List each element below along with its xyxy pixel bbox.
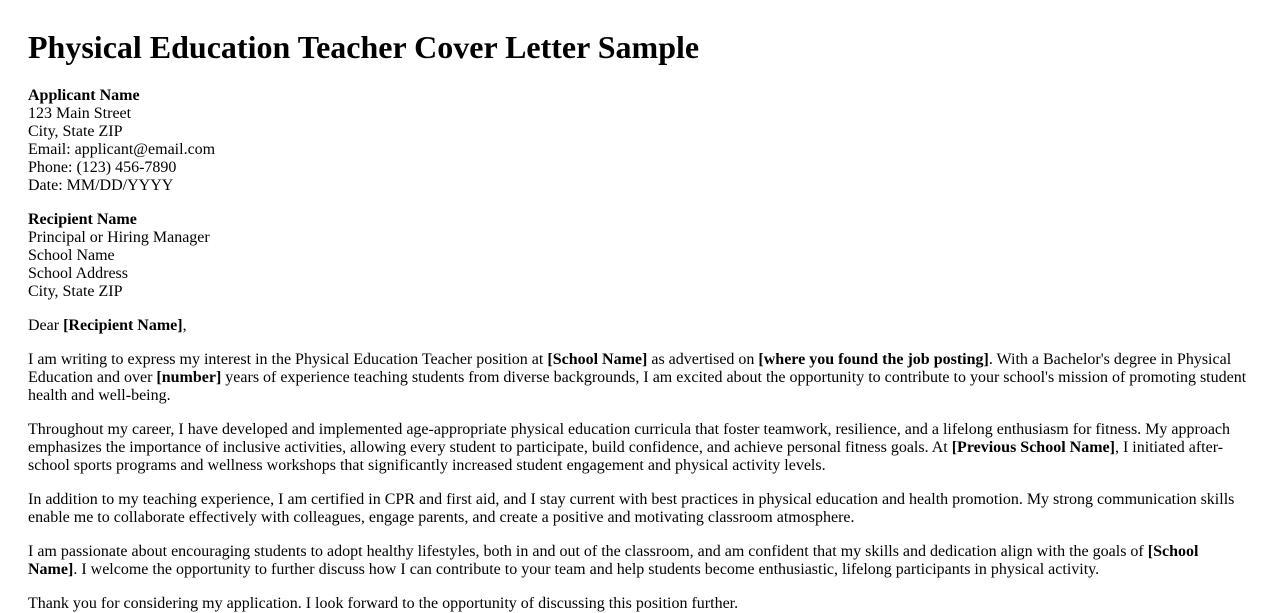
placeholder-text: [School Name] [547,351,648,368]
sender-email: Email: applicant@email.com [28,141,216,158]
body-paragraph [28,543,1250,579]
recipient-block [28,211,1250,301]
sender-date: Date: MM/DD/YYYY [28,177,174,194]
recipient-role: Principal or Hiring Manager [28,229,210,246]
greeting-recipient: [Recipient Name] [63,317,183,334]
greeting [28,317,1250,335]
sender-city: City, State ZIP [28,123,123,140]
paragraph-text: years of experience teaching students from diverse backgrounds, I am excited about the opportunity to contribute to your school's mission of promoting student health and well-being. [28,369,1247,404]
paragraph-text: , I initiated after-school sports programs and wellness workshops that significantly increased student engagement and physical activity levels. [28,439,1224,474]
body-paragraph [28,491,1250,527]
sender-phone: Phone: (123) 456-7890 [28,159,177,176]
body-paragraph [28,421,1250,475]
paragraph-text: In addition to my teaching experience, I am certified in CPR and first aid, and I stay current with best practices in physical education and health promotion. My strong communication skills enable me to collaborate effectively with colleagues, engage parents, and create a positive and motivating classroom atmosphere. [28,491,1235,526]
page-title: Physical Education Teacher Cover Letter Sample [28,29,700,65]
recipient-address: School Address [28,265,128,282]
paragraph-text: Thank you for considering my application. I look forward to the opportunity of discussing this position further. [28,595,739,612]
letter-body [28,351,1250,613]
sender-block [28,87,1250,195]
paragraph-text: as advertised on [647,351,759,368]
placeholder-text: [number] [156,369,222,386]
greeting-suffix: , [182,317,187,334]
body-paragraph [28,351,1250,405]
placeholder-text: [School Name] [28,543,1199,578]
recipient-school: School Name [28,247,115,264]
placeholder-text: [where you found the job posting] [758,351,989,368]
sender-street: 123 Main Street [28,105,132,122]
paragraph-text: I am writing to express my interest in the Physical Education Teacher position at [28,351,548,368]
paragraph-text: . With a Bachelor's degree in Physical Education and over [28,351,1232,386]
greeting-prefix: Dear [28,317,64,334]
recipient-city: City, State ZIP [28,283,123,300]
paragraph-text: . I welcome the opportunity to further discuss how I can contribute to your team and help students become enthusiastic, lifelong participants in physical activity. [73,561,1100,578]
sender-name: Applicant Name [28,87,140,104]
placeholder-text: [Previous School Name] [951,439,1115,456]
paragraph-text: Throughout my career, I have developed and implemented age-appropriate physical education curricula that foster teamwork, resilience, and a lifelong enthusiasm for fitness. My approach emphasizes the importance of inclusive activities, allowing every student to participate, build confidence, and achieve personal fitness goals. At [28,421,1231,456]
body-paragraph [28,595,1250,613]
recipient-name: Recipient Name [28,211,137,228]
paragraph-text: I am passionate about encouraging students to adopt healthy lifestyles, both in and out of the classroom, and am confident that my skills and dedication align with the goals of [28,543,1148,560]
